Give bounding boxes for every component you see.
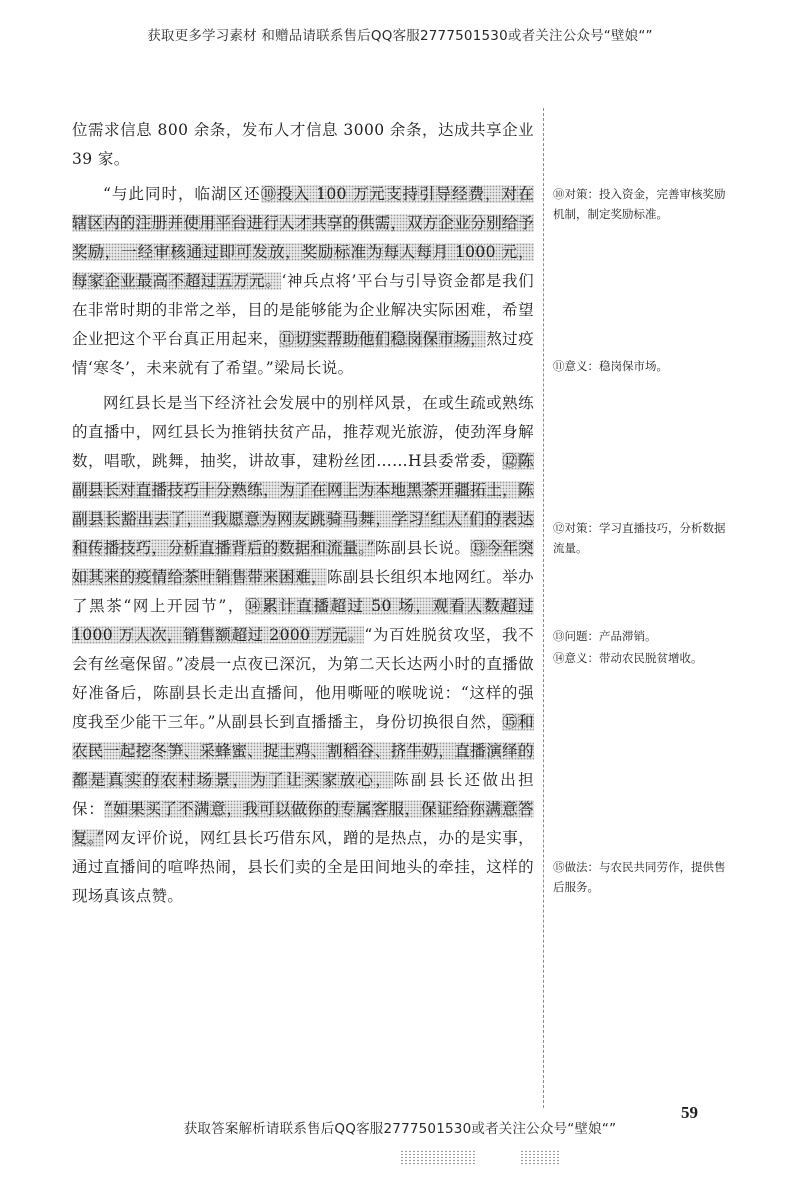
page-footer: 获取答案解析请联系售后QQ客服2777501530或者关注公众号“壁娘“” (183, 1121, 617, 1137)
margin-note-10: ⑩对策：投入资金，完善审核奖励机制，制定奖励标准。 (553, 187, 726, 221)
paragraph-3-text-g: “为百姓脱贫攻坚，我不会有丝毫保留。”凌晨一点夜已深沉，为第二天长达两小时的直播做好准备后，陈副县长走出直播间，他用嘶哑的喉咙说：“这样的强度我至少能干三年。”从副县长到直播播主，身份切换很自然， (72, 626, 535, 731)
paragraph-2-text-c: ‘神兵点将’平台与引导资金都是我们在非常时期的非常之举，目的是能够能为企业解决实际困难，希望企业把这个平台真正用起来， (72, 272, 535, 348)
paragraph-2-text-e: 熬过疫情‘寒冬’，未来就有了希望。”梁局长说。 (72, 330, 535, 377)
paragraph-2-text-a: “与此同时，临湖区还 (103, 185, 261, 203)
margin-note-11: ⑪意义：稳岗保市场。 (553, 359, 668, 373)
paragraph-3-text-i: 陈副县长还做出担保： (72, 771, 535, 818)
paragraph-1 (72, 116, 534, 174)
paragraph-3-text-c: 陈副县长说。 (374, 539, 471, 557)
margin-note-14: ⑭意义：带动农民脱贫增收。 (553, 651, 703, 665)
main-text (72, 116, 534, 911)
highlight-14: ⑭累计直播超过 50 场，观看人数超过 1000 万人次，销售额超过 2000 万元。 (72, 597, 534, 644)
paragraph-3-text-e: 陈副县长组织本地网红。举办了黑茶“网上开园节”， (72, 568, 535, 615)
highlight-10: ⑩投入 100 万元支持引导经费，对在辖区内的注册并使用平台进行人才共享的供需，双方企业分别给予奖励，一经审核通过即可发放，奖励标准为每人每月 1000 元，每家企业最高不超过五万元。 (72, 185, 534, 290)
margin-note-13: ⑬问题：产品滞销。 (553, 629, 657, 643)
paragraph-3-text-k: 网友评价说，网红县长巧借东风，蹭的是热点，办的是实事，通过直播间的喧哗热闹，县长们卖的全是田间地头的牵挂，这样的现场真该点赞。 (72, 829, 534, 905)
paragraph-2 (72, 180, 534, 383)
paragraph-3 (72, 389, 534, 911)
scan-noise (520, 1150, 560, 1166)
highlight-15-guarantee: “如果买了不满意，我可以做你的专属客服，保证给你满意答复。” (72, 800, 534, 847)
paragraph-3-text-a: 网红县长是当下经济社会发展中的别样风景，在或生疏或熟练的直播中，网红县长为推销扶贫产品，推荐观光旅游，使劲浑身解数，唱歌，跳舞，抽奖，讲故事，建粉丝团……H县委常委， (72, 394, 534, 470)
margin-note-15: ⑮做法：与农民共同劳作，提供售后服务。 (553, 860, 726, 894)
page-header: 获取更多学习素材 和赠品请联系售后QQ客服2777501530或者关注公众号“壁娘“” (147, 28, 653, 44)
scan-noise (400, 1150, 475, 1166)
paragraph-1-text: 位需求信息 800 余条，发布人才信息 3000 余条，达成共享企业 39 家。 (72, 121, 534, 168)
page-number: 59 (681, 1103, 698, 1122)
highlight-12: ⑫陈副县长对直播技巧十分熟练，为了在网上为本地黑茶开疆拓土，陈副县长豁出去了，“我愿意为网友跳骑马舞，学习‘红人’们的表达和传播技巧，分析直播背后的数据和流量。” (72, 452, 534, 557)
highlight-13: ⑬今年突如其来的疫情给茶叶销售带来困难， (72, 539, 534, 586)
highlight-15: ⑮和农民一起挖冬笋、采蜂蜜、捉土鸡、割稻谷、挤牛奶，直播演绎的都是真实的农村场景，为了让买家放心， (72, 713, 534, 789)
highlight-11: ⑪切实帮助他们稳岗保市场， (279, 330, 487, 348)
margin-note-12: ⑫对策：学习直播技巧，分析数据流量。 (553, 521, 726, 555)
margin-divider (543, 108, 544, 1108)
